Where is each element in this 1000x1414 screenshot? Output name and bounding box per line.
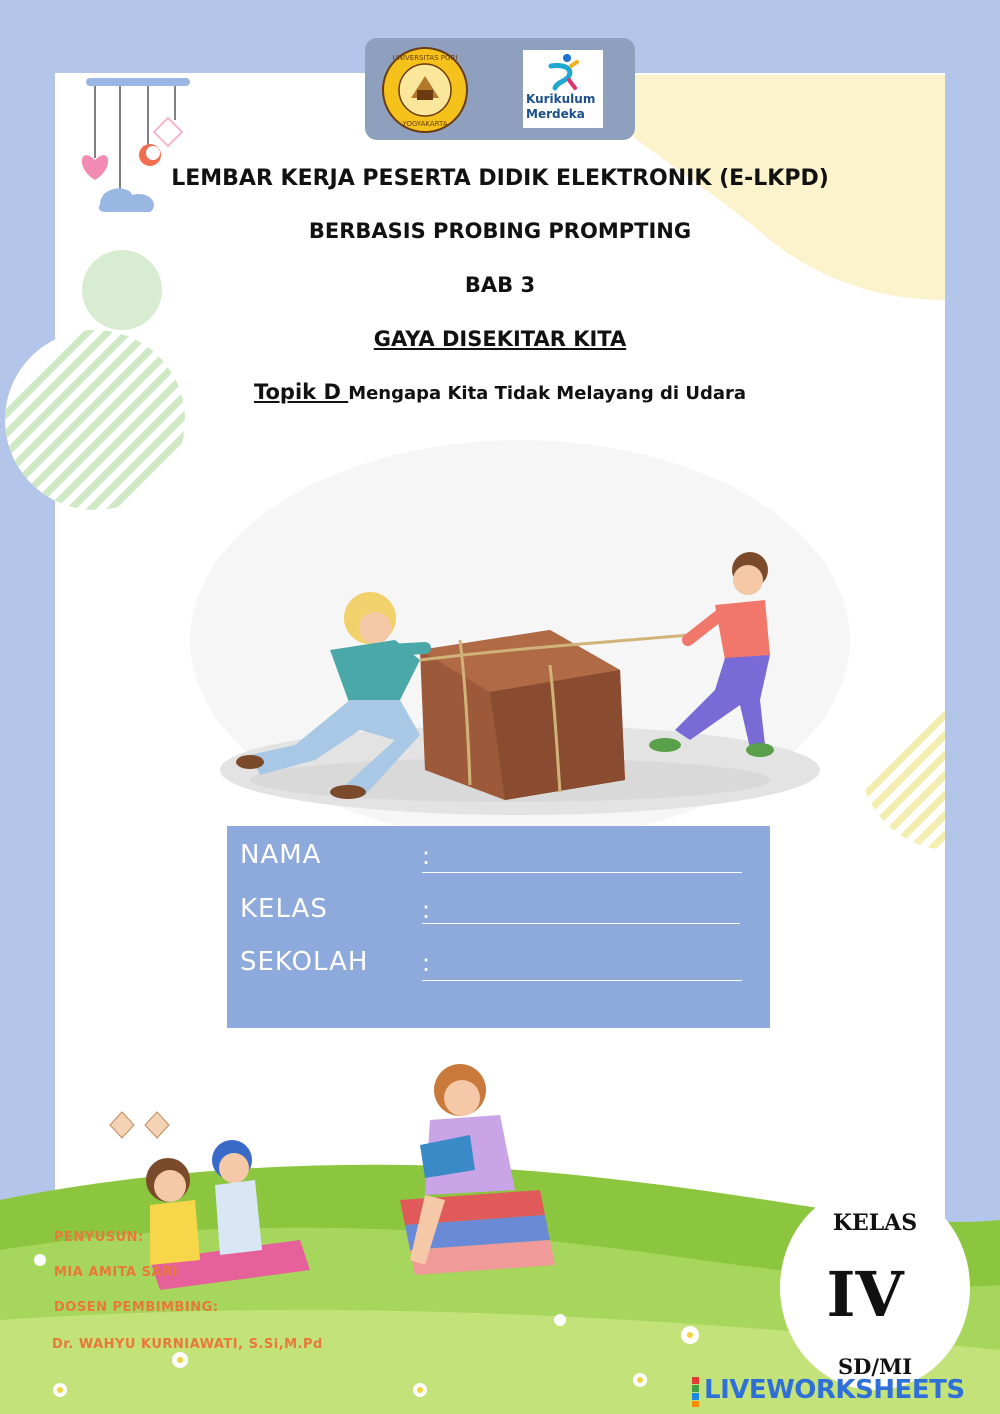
author-name: MIA AMITA SARI [54,1265,178,1280]
logo-bar [365,38,635,140]
class-colon: : [422,896,431,924]
theme-title: GAYA DISEKITAR KITA [373,327,627,351]
topic-line [0,380,1000,404]
author-label: PENYUSUN: [54,1230,144,1245]
name-input-line[interactable] [422,868,742,873]
school-input-line[interactable] [422,976,742,981]
hanging-mobile-decoration [82,78,190,212]
kids-pushing-pulling-box-illustration [220,540,800,810]
liveworksheets-text: LIVEWORKSHEETS [704,1375,965,1405]
class-label: KELAS [240,894,328,924]
svg-text:YOGYAKARTA: YOGYAKARTA [402,120,448,128]
name-colon: : [422,842,431,870]
school-label: SEKOLAH [240,947,369,977]
curriculum-line1: Kurikulum [526,92,596,106]
curriculum-logo [523,50,603,128]
curriculum-line2: Merdeka [526,107,585,121]
name-label: NAMA [240,840,322,870]
university-seal-logo [381,46,469,134]
supervisor-name: Dr. WAHYU KURNIAWATI, S.Si,M.Pd [52,1337,323,1352]
curriculum-figure-icon [543,52,583,92]
grade-label: KELAS [832,1210,918,1236]
curriculum-logo-text [526,92,595,122]
supervisor-label: DOSEN PEMBIMBING: [54,1300,219,1315]
school-colon: : [422,949,431,977]
topic-text: Mengapa Kita Tidak Melayang di Udara [348,383,747,404]
grade-school: SD/MI [837,1354,913,1379]
title-line2: BERBASIS PROBING PROMPTING [308,219,692,243]
class-input-line[interactable] [422,919,740,924]
grade-level: IV [826,1258,904,1331]
chapter-title: BAB 3 [464,273,536,297]
liveworksheets-watermark[interactable] [692,1375,992,1409]
svg-text:UNIVERSITAS PGRI: UNIVERSITAS PGRI [392,54,458,62]
topic-label: Topik D [253,380,349,404]
title-line1: LEMBAR KERJA PESERTA DIDIK ELEKTRONIK (E-LKPD) [171,166,829,191]
